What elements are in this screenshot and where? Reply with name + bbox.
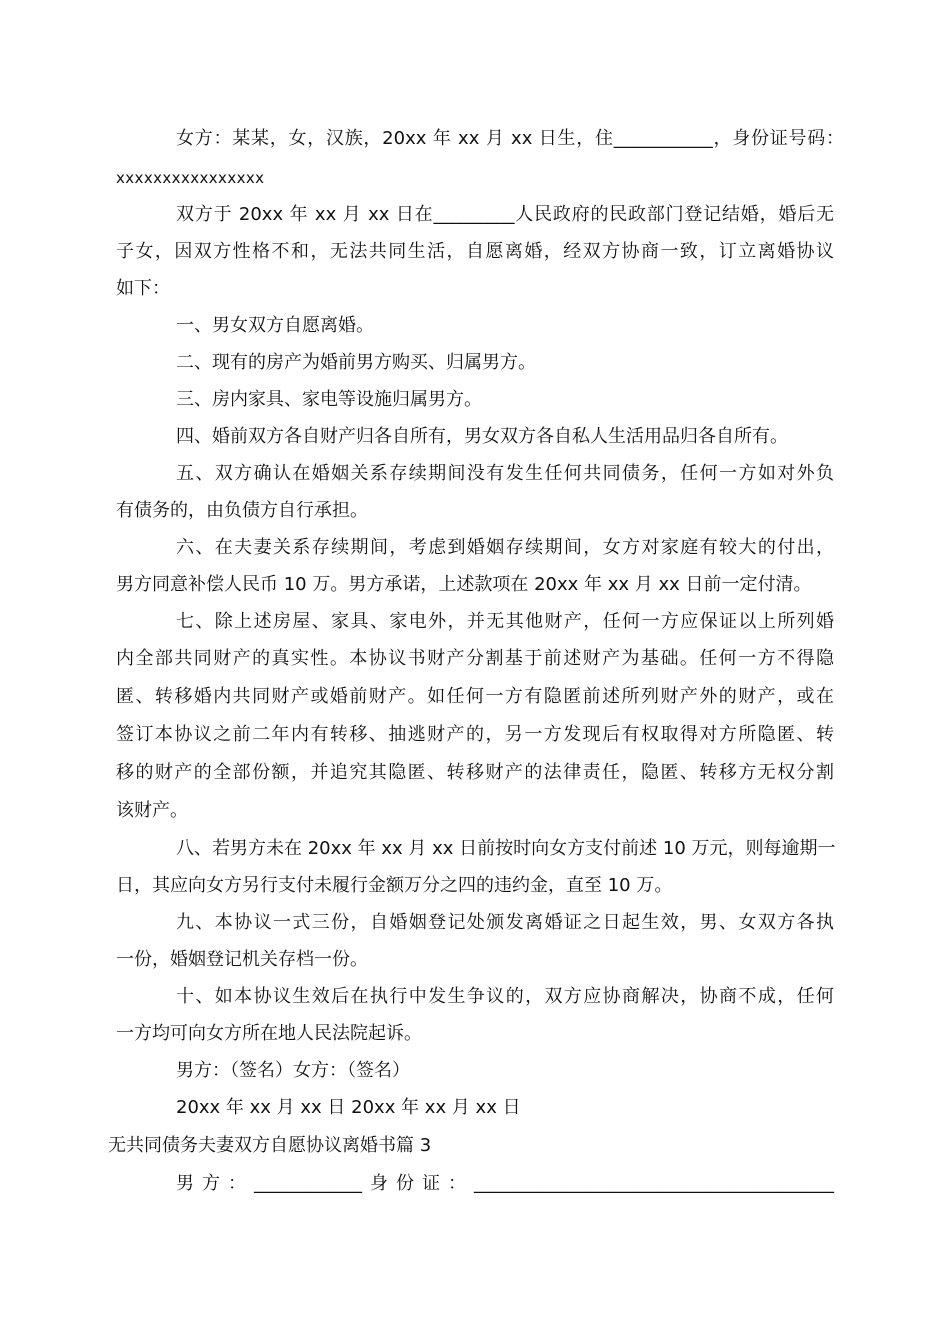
text-line: 日，其应向女方另行支付未履行金额万分之四的违约金，直至 10 万。 <box>116 875 673 896</box>
text-line: 八、若男方未在 20xx 年 xx 月 xx 日前按时向女方支付前述 10 万元，则每逾期一 <box>176 838 836 859</box>
text-line: 一份，婚姻登记机关存档一份。 <box>116 949 368 970</box>
date-line: 20xx 年 xx 月 xx 日 20xx 年 xx 月 xx 日 <box>176 1097 521 1118</box>
text-line: 匿、转移婚内共同财产或婚前财产。如任何一方有隐匿前述所列财产外的财产，或在 <box>116 686 834 707</box>
text-line: 签订本协议之前二年内有转移、抽逃财产的，另一方发现后有权取得对方所隐匿、转 <box>116 724 834 745</box>
form-field-line: 男方：____________身份证：________________________________________ <box>176 1173 834 1194</box>
text-line: 十、如本协议生效后在执行中发生争议的，双方应协商解决，协商不成，任何 <box>176 986 834 1007</box>
text-line: 女方：某某，女，汉族，20xx 年 xx 月 xx 日生，住___________，身份证号码： <box>176 128 844 149</box>
text-line: 该财产。 <box>116 800 188 821</box>
text-line: xxxxxxxxxxxxxxxx <box>116 169 265 187</box>
text-line: 内全部共同财产的真实性。本协议书财产分割基于前述财产为基础。任何一方不得隐 <box>116 648 834 669</box>
signature-line: 男方：（签名）女方：（签名） <box>176 1060 410 1081</box>
text-line: 有债务的，由负债方自行承担。 <box>116 500 368 521</box>
text-line: 四、婚前双方各自财产归各自所有，男女双方各自私人生活用品归各自所有。 <box>176 426 788 447</box>
text-line: 七、除上述房屋、家具、家电外，并无其他财产，任何一方应保证以上所列婚 <box>176 611 834 632</box>
text-line: 如下： <box>116 278 170 299</box>
text-line: 双方于 20xx 年 xx 月 xx 日在_________人民政府的民政部门登记结婚，婚后无 <box>176 204 834 225</box>
text-line: 三、房内家具、家电等设施归属男方。 <box>176 389 482 410</box>
text-line: 移的财产的全部份额，并追究其隐匿、转移财产的法律责任，隐匿、转移方无权分割 <box>116 762 834 783</box>
text-line: 九、本协议一式三份，自婚姻登记处颁发离婚证之日起生效，男、女双方各执 <box>176 912 834 933</box>
text-line: 五、双方确认在婚姻关系存续期间没有发生任何共同债务，任何一方如对外负 <box>176 463 834 484</box>
text-line: 男方同意补偿人民币 10 万。男方承诺，上述款项在 20xx 年 xx 月 xx 日前一定付清。 <box>116 574 812 595</box>
text-line: 一方均可向女方所在地人民法院起诉。 <box>116 1023 422 1044</box>
text-line: 一、男女双方自愿离婚。 <box>176 315 374 336</box>
text-line: 二、现有的房产为婚前男方购买、归属男方。 <box>176 352 536 373</box>
section-title: 无共同债务夫妻双方自愿协议离婚书篇 3 <box>108 1135 432 1156</box>
text-line: 子女，因双方性格不和，无法共同生活，自愿离婚，经双方协商一致，订立离婚协议 <box>116 241 834 262</box>
text-line: 六、在夫妻关系存续期间，考虑到婚姻存续期间，女方对家庭有较大的付出， <box>176 537 834 558</box>
